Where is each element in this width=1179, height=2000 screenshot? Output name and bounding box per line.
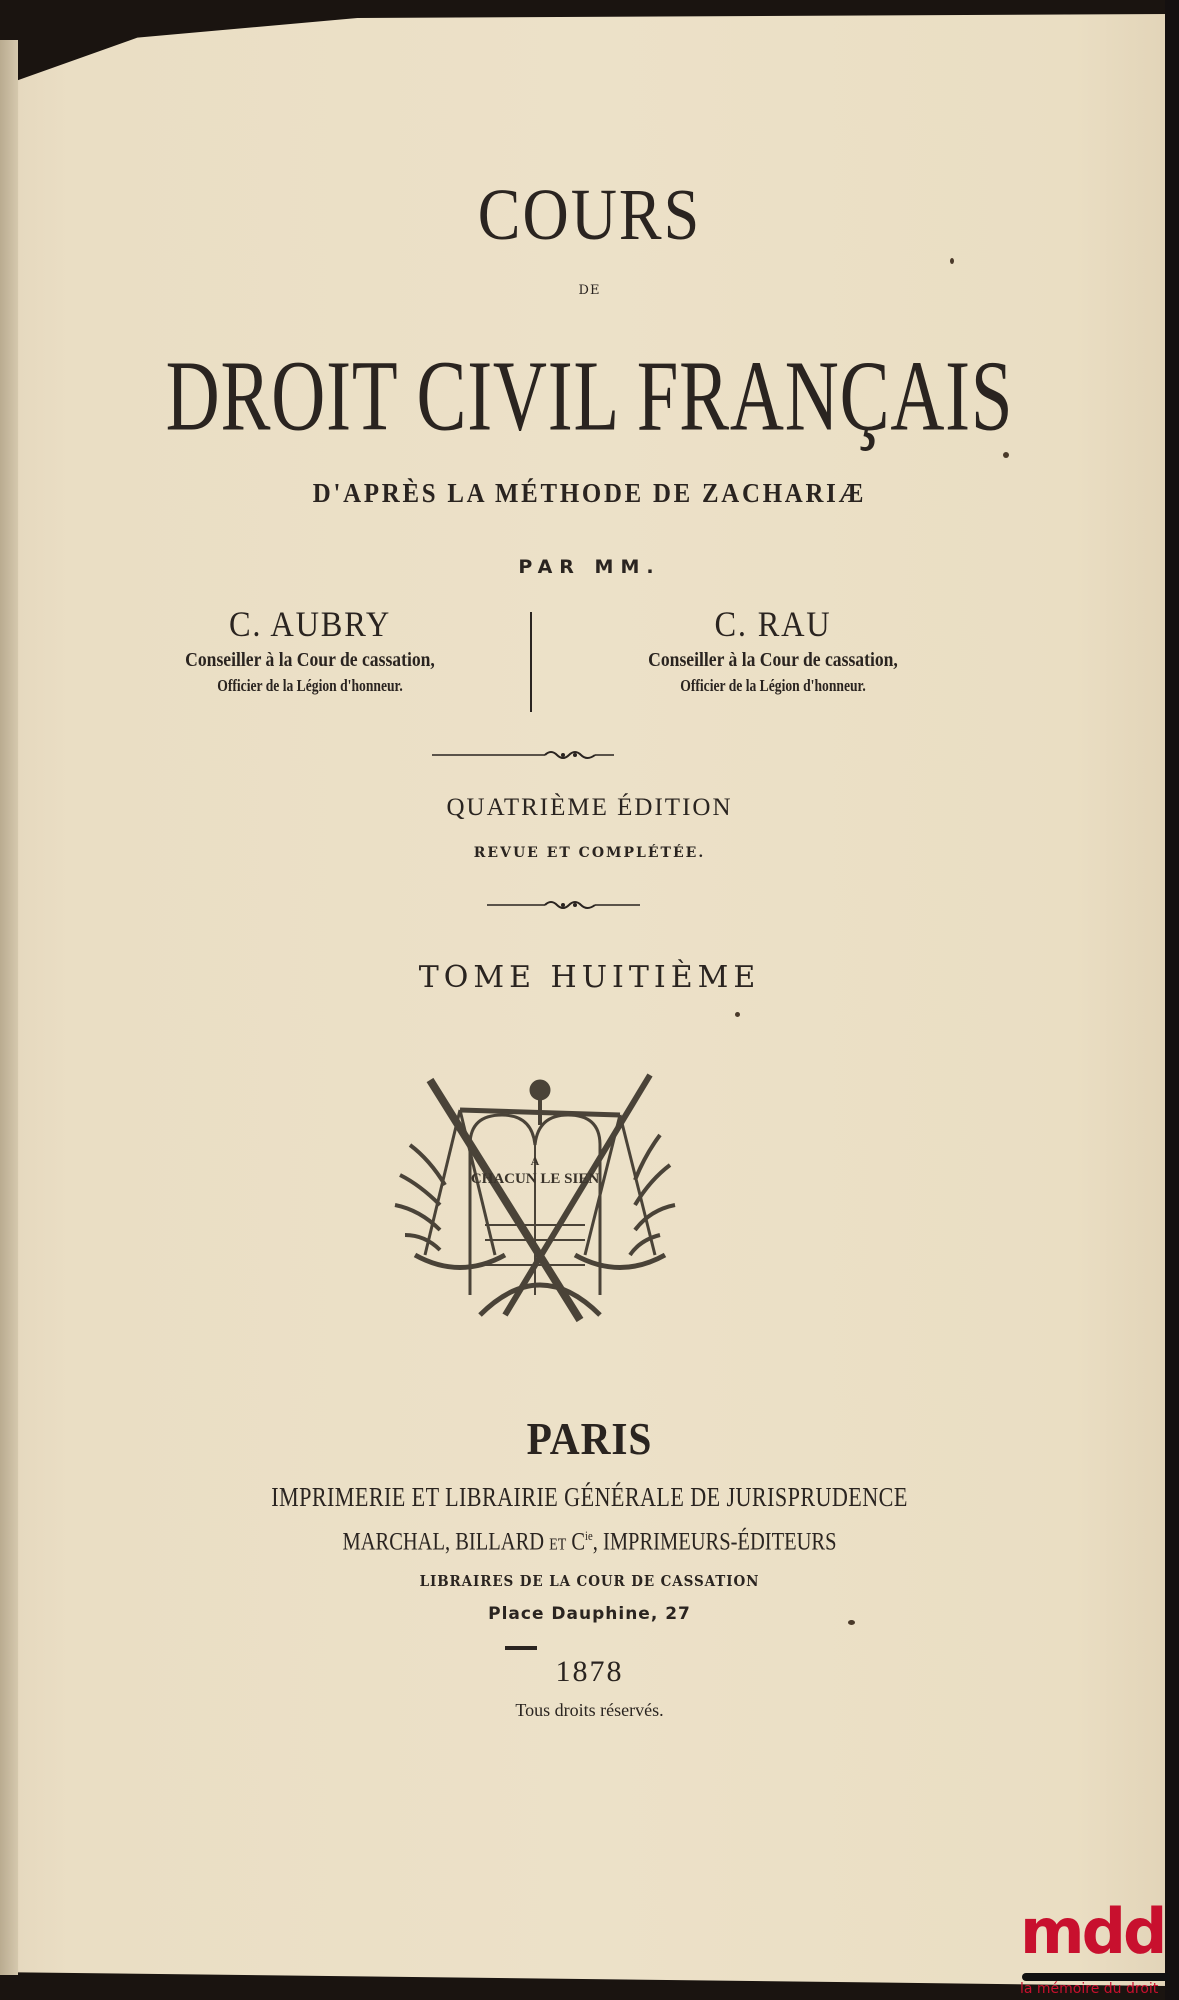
address: Place Dauphine, 27 <box>488 1604 691 1624</box>
title-main: DROIT CIVIL FRANÇAIS <box>165 339 1014 452</box>
author-rau <box>563 603 983 696</box>
paper-speck <box>848 1620 855 1625</box>
book-page <box>10 14 1168 1986</box>
author-divider <box>530 612 532 712</box>
printers-et: ET <box>549 1534 567 1554</box>
rights-notice: Tous droits réservés. <box>515 1700 664 1720</box>
printers-co: C <box>571 1528 586 1556</box>
svg-text:CHACUN LE SIEN: CHACUN LE SIEN <box>470 1171 600 1187</box>
paper-speck <box>950 258 954 264</box>
title-de: DE <box>578 283 601 298</box>
author-role: Conseiller à la Cour de cassation, <box>185 649 435 671</box>
paper-speck <box>735 1012 740 1017</box>
author-aubry <box>100 603 520 696</box>
printers-name: MARCHAL, BILLARD <box>342 1528 545 1556</box>
svg-text:A: A <box>530 1154 540 1168</box>
edition-note: REVUE ET COMPLÉTÉE. <box>473 845 706 861</box>
volume: TOME HUITIÈME <box>418 960 761 995</box>
publisher: IMPRIMERIE ET LIBRAIRIE GÉNÉRALE DE JURISPRUDENCE <box>271 1482 908 1512</box>
booksellers: LIBRAIRES DE LA COUR DE CASSATION <box>419 1572 760 1590</box>
mdd-watermark-logo <box>1020 1895 1175 1995</box>
paper-speck <box>1003 452 1009 458</box>
printers <box>106 1528 1073 1556</box>
scales-of-justice-emblem-icon <box>390 1065 680 1335</box>
author-name: C. AUBRY <box>228 604 392 644</box>
printers-role: , IMPRIMEURS-ÉDITEURS <box>592 1528 837 1556</box>
author-role: Conseiller à la Cour de cassation, <box>648 649 898 671</box>
author-name: C. RAU <box>714 604 832 644</box>
logo-bar <box>1022 1973 1170 1981</box>
title-cours: COURS <box>477 173 702 256</box>
logo-text: mdd <box>1020 1895 1165 1968</box>
imprint-city: PARIS <box>526 1413 653 1464</box>
author-honor: Officier de la Légion d'honneur. <box>217 676 403 695</box>
ornament-divider-icon <box>0 898 1179 912</box>
ornament-divider-icon <box>0 748 1179 762</box>
subtitle: D'APRÈS LA MÉTHODE DE ZACHARIÆ <box>312 478 867 508</box>
printers-co-sup: ie <box>585 1528 593 1543</box>
edition: QUATRIÈME ÉDITION <box>446 794 733 821</box>
author-honor: Officier de la Légion d'honneur. <box>680 676 866 695</box>
publication-year: 1878 <box>555 1655 624 1688</box>
logo-tagline: la mémoire du droit <box>1020 1981 1159 1997</box>
short-rule <box>505 1646 537 1650</box>
by-line: PAR MM. <box>518 556 661 578</box>
